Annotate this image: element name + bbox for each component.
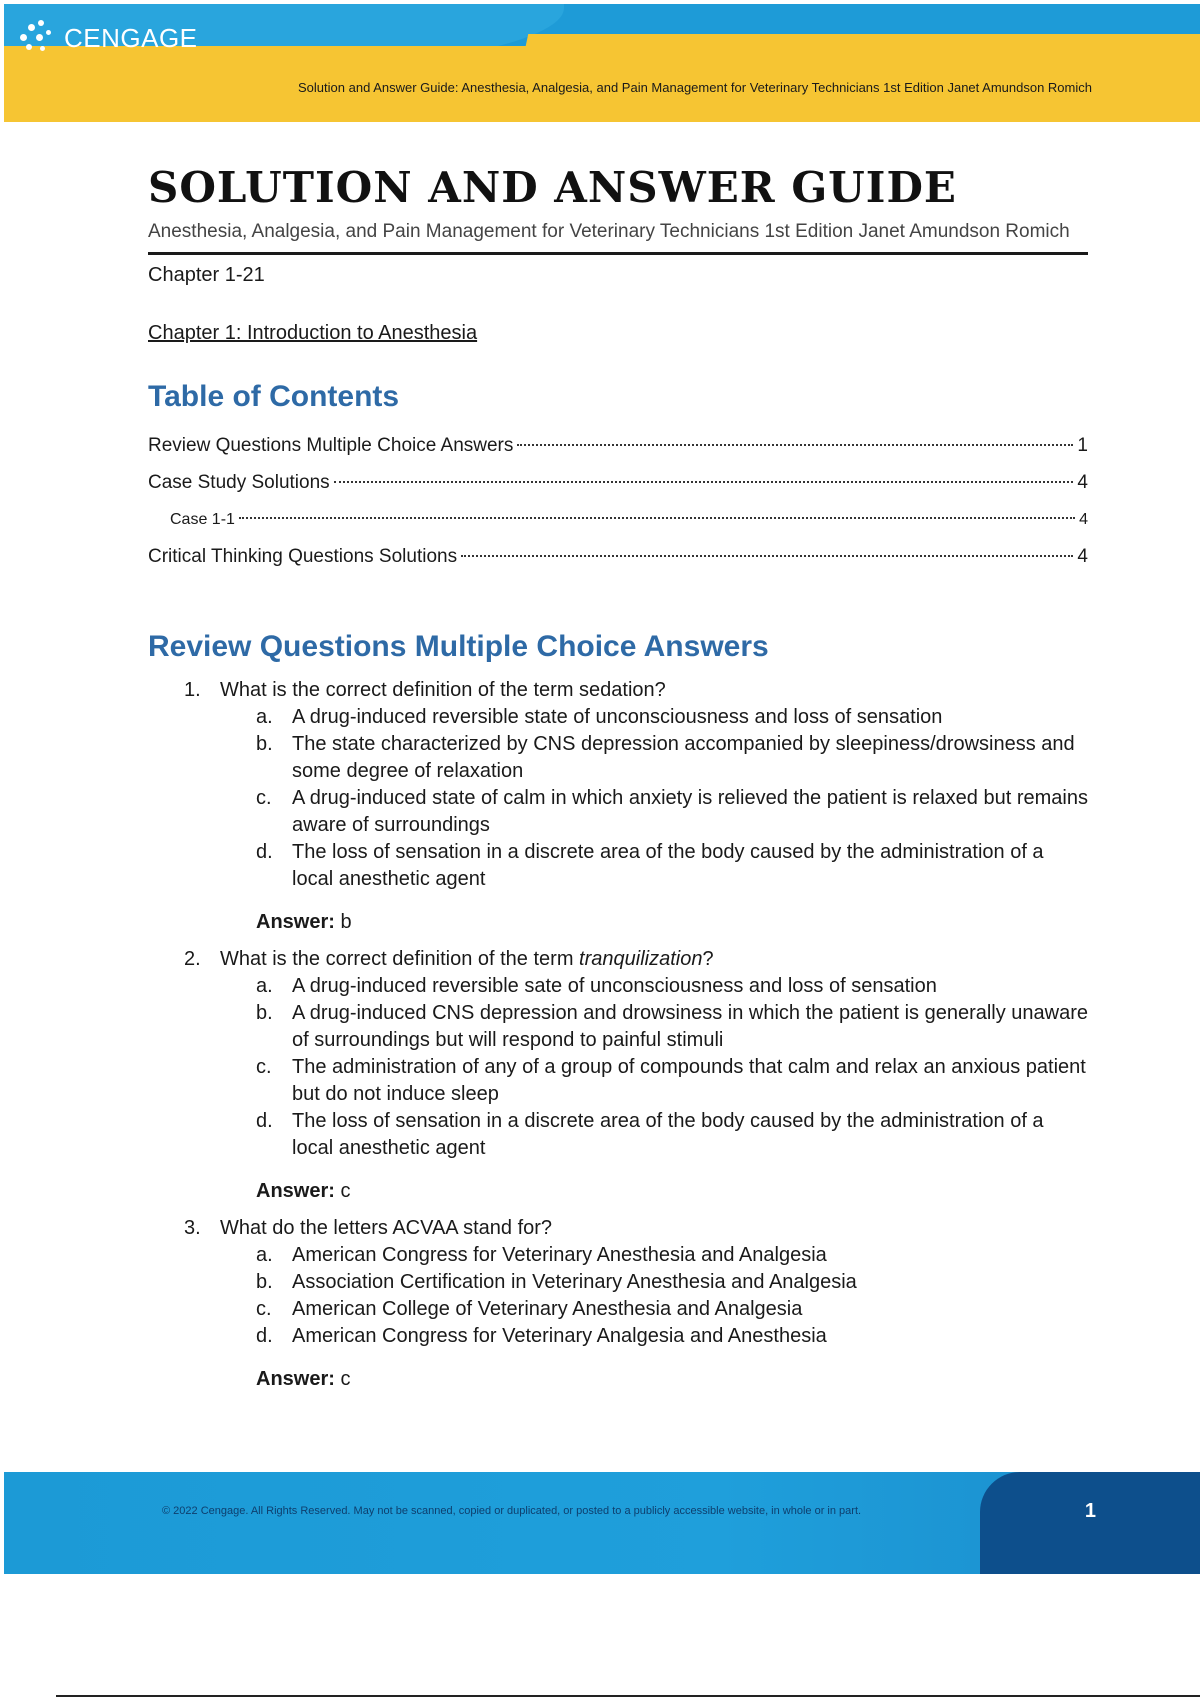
toc-heading: Table of Contents [148,380,400,413]
toc-entry-page: 1 [1077,435,1088,456]
footer-dark-panel [980,1472,1200,1574]
document-subtitle: Anesthesia, Analgesia, and Pain Management for Veterinary Technicians 1st Edition Janet Amundson Romich [148,221,1070,242]
toc-leader-dots [334,481,1074,483]
option-item [256,1108,1088,1162]
table-of-contents [148,427,1088,575]
option-item [256,1323,1088,1350]
option-item [256,1296,1088,1323]
copyright-notice: © 2022 Cengage. All Rights Reserved. May not be scanned, copied or duplicated, or posted to a publicly accessible website, in whole or in part. [162,1505,862,1517]
answer-label: Answer: [256,1368,335,1390]
option-letter: d. [256,1110,273,1132]
option-text: The loss of sensation in a discrete area of the body caused by the administration of a local anesthetic agent [292,1110,1044,1159]
question-text: What is the correct definition of the term sedation? [220,679,666,701]
option-list [148,704,1088,893]
toc-leader-dots [239,517,1075,519]
option-letter: d. [256,1325,273,1347]
option-letter: a. [256,1244,273,1266]
toc-entry[interactable] [148,538,1088,575]
question-text: What is the correct definition of the term tranquilization? [220,948,714,970]
cengage-logo-icon [16,18,56,58]
option-list [148,973,1088,1162]
option-letter: c. [256,787,272,809]
toc-entry-label: Critical Thinking Questions Solutions [148,546,458,567]
question-stem [148,1215,1088,1242]
option-letter: c. [256,1298,272,1320]
option-text: A drug-induced reversible sate of unconsciousness and loss of sensation [292,975,937,997]
option-item [256,839,1088,893]
option-letter: a. [256,975,273,997]
option-text: The loss of sensation in a discrete area of the body caused by the administration of a local anesthetic agent [292,841,1044,890]
question-stem [148,946,1088,973]
document-body [148,160,1088,1401]
toc-entry-label: Case 1-1 [170,511,235,528]
option-text: Association Certification in Veterinary Anesthesia and Analgesia [292,1271,857,1293]
cengage-logo [16,18,198,58]
question-number: 1. [184,679,201,701]
option-text: A drug-induced state of calm in which anxiety is relieved the patient is relaxed but remains aware of surroundings [292,787,1088,836]
title-divider [148,252,1088,255]
option-item [256,1269,1088,1296]
option-letter: b. [256,1271,273,1293]
question-stem [148,677,1088,704]
page-title: SOLUTION AND ANSWER GUIDE [148,163,957,212]
toc-entry-label: Review Questions Multiple Choice Answers [148,435,514,456]
question-2 [148,946,1088,1205]
answer-label: Answer: [256,911,335,933]
answer-label: Answer: [256,1180,335,1202]
option-text: American College of Veterinary Anesthesia and Analgesia [292,1298,803,1320]
option-text: A drug-induced reversible state of unconsciousness and loss of sensation [292,706,943,728]
footer-banner [4,1472,1200,1574]
option-text: The state characterized by CNS depression accompanied by sleepiness/drowsiness and some degree of relaxation [292,733,1075,782]
cengage-logo-text: CENGAGE [64,22,198,53]
option-item [256,785,1088,839]
answer-line [148,1366,1088,1393]
toc-entry-page: 4 [1079,511,1088,528]
option-text: The administration of any of a group of compounds that calm and relax an anxious patient but do not induce sleep [292,1056,1086,1105]
question-1 [148,677,1088,936]
question-3 [148,1215,1088,1393]
answer-line [148,1178,1088,1205]
question-term: tranquilization [579,948,703,970]
option-letter: b. [256,1002,273,1024]
option-text: A drug-induced CNS depression and drowsiness in which the patient is generally unaware of surroundings but will respond to painful stimuli [292,1002,1089,1051]
option-item [256,731,1088,785]
option-item [256,1054,1088,1108]
answer-line [148,909,1088,936]
answer-value: b [340,911,352,933]
header-caption: Solution and Answer Guide: Anesthesia, Analgesia, and Pain Management for Veterinary Technicians 1st Edition Janet Amundson Romich [298,80,1092,95]
option-letter: d. [256,841,273,863]
bottom-divider [56,1695,1200,1697]
chapter-range: Chapter 1-21 [148,264,265,286]
option-item [256,1000,1088,1054]
option-list [148,1242,1088,1350]
option-letter: c. [256,1056,272,1078]
option-item [256,1242,1088,1269]
option-text: American Congress for Veterinary Analgesia and Anesthesia [292,1325,827,1347]
option-letter: a. [256,706,273,728]
question-number: 3. [184,1217,201,1239]
toc-entry-label: Case Study Solutions [148,472,330,493]
toc-entry-page: 4 [1077,546,1088,567]
option-item [256,973,1088,1000]
toc-entry-page: 4 [1077,472,1088,493]
chapter-title: Chapter 1: Introduction to Anesthesia [148,322,478,344]
toc-leader-dots [517,444,1073,446]
question-number: 2. [184,948,201,970]
option-item [256,704,1088,731]
question-text: What do the letters ACVAA stand for? [220,1217,553,1239]
toc-entry[interactable] [148,427,1088,464]
toc-subentry[interactable] [148,501,1088,538]
toc-leader-dots [461,555,1073,557]
option-text: American Congress for Veterinary Anesthesia and Analgesia [292,1244,827,1266]
toc-entry[interactable] [148,464,1088,501]
header-banner [4,4,1200,122]
option-letter: b. [256,733,273,755]
page-number: 1 [1084,1500,1096,1522]
answer-value: c [340,1368,351,1390]
answer-value: c [340,1180,351,1202]
section-heading: Review Questions Multiple Choice Answers [148,630,769,663]
